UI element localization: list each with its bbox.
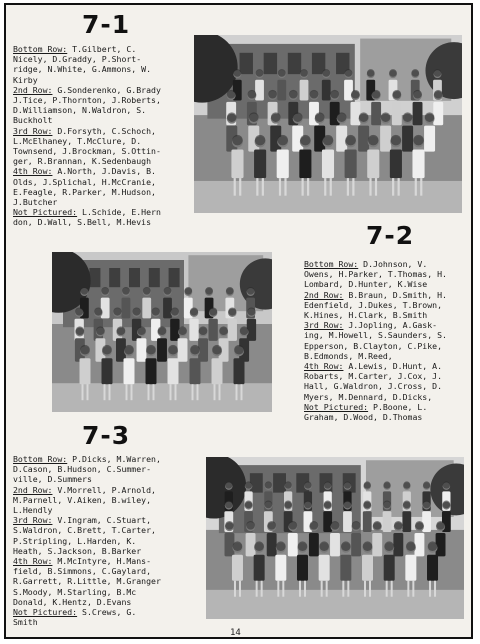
- class-photo-7-1: [194, 35, 462, 213]
- caption-line: [13, 607, 161, 617]
- caption-line: [13, 515, 161, 525]
- caption-line: [13, 546, 161, 556]
- row-label: 4th Row:: [304, 361, 344, 372]
- row-label: Not Pictured:: [13, 207, 78, 218]
- caption-line: [304, 259, 447, 269]
- caption-line: [304, 361, 447, 371]
- row-label: Not Pictured:: [304, 401, 369, 412]
- student-names: Heath, S.Jackson, B.Barker: [13, 545, 142, 556]
- student-names: B.Edmonds, M.Reed,: [304, 350, 393, 361]
- student-names: P.Stripling, L.Harden, K.: [13, 535, 137, 546]
- caption-line: [13, 556, 161, 566]
- class-title-7-2: 7-2: [366, 221, 415, 250]
- row-label: 3rd Row:: [13, 125, 53, 136]
- student-names: field, B.Simmons, C.Gaylard,: [13, 566, 152, 577]
- caption-line: [13, 54, 161, 64]
- caption-line: [13, 525, 161, 535]
- student-names: ridge, N.White, G.Ammons, W.: [13, 64, 152, 75]
- row-label: Bottom Row:: [13, 454, 68, 464]
- student-names: S.Moody, M.Starling, B.Mc: [13, 586, 137, 597]
- caption-line: [304, 381, 447, 391]
- caption-line: [13, 44, 161, 54]
- caption-line: [304, 330, 447, 340]
- row-label: Bottom Row:: [13, 44, 68, 54]
- caption-line: [304, 351, 447, 361]
- student-names: Olds, J.Splichal, H.McCranie,: [13, 176, 156, 187]
- caption-line: [304, 371, 447, 381]
- student-names: ger, R.Brannan, K.Sedenbaugh: [13, 156, 152, 167]
- student-names: T.Gilbert, C.: [67, 44, 137, 54]
- caption-line: [13, 95, 161, 105]
- caption-line: [304, 392, 447, 402]
- caption-line: [13, 485, 161, 495]
- student-names: ing, M.Howell, S.Saunders, S.: [304, 330, 447, 341]
- caption-line: [13, 85, 161, 95]
- caption-line: [13, 454, 161, 464]
- student-names: D.Forsyth, C.Schoch,: [52, 125, 156, 136]
- caption-line: [304, 290, 447, 300]
- row-label: 4th Row:: [13, 166, 53, 177]
- student-names: D.Johnson, V.: [358, 259, 428, 269]
- caption-line: [304, 412, 447, 422]
- student-names: L.McElhaney, T.McClure, D.: [13, 135, 142, 146]
- student-names: Smith: [13, 617, 38, 628]
- caption-line: [13, 156, 161, 166]
- student-names: Townsend, J.Brockman, S.Ottin-: [13, 146, 161, 157]
- student-names: L.Hendly: [13, 505, 53, 516]
- caption-7-2: [304, 259, 447, 422]
- class-title-7-3: 7-3: [82, 421, 131, 450]
- student-names: Lombard, D.Hunter, K.Wise: [304, 279, 428, 290]
- class-title-7-1: 7-1: [82, 10, 131, 39]
- student-names: J.Butcher: [13, 197, 58, 208]
- row-label: 2nd Row:: [304, 289, 344, 300]
- student-names: don, D.Wall, S.Bell, M.Hevis: [13, 217, 152, 228]
- caption-line: [13, 474, 161, 484]
- caption-line: [13, 617, 161, 627]
- student-names: V.Morrell, P.Arnold,: [52, 484, 156, 495]
- student-names: P.Dicks, M.Warren,: [67, 454, 161, 464]
- student-names: J.Jopling, A.Gask-: [343, 320, 438, 331]
- student-names: V.Ingram, C.Stuart,: [52, 515, 152, 526]
- student-names: Hall, G.Waldron, J.Cross, D.: [304, 381, 443, 392]
- student-names: A.Lewis, D.Hunt, A.: [343, 361, 443, 372]
- row-label: 2nd Row:: [13, 84, 53, 95]
- caption-line: [13, 64, 161, 74]
- caption-line: [13, 587, 161, 597]
- student-names: Donald, K.Hentz, D.Evans: [13, 596, 132, 607]
- student-names: S.Crews, G.: [77, 607, 137, 618]
- student-names: Graham, D.Wood, D.Thomas: [304, 412, 423, 423]
- student-names: M.Parnell, V.Aiken, B.wiley,: [13, 494, 152, 505]
- row-label: 3rd Row:: [304, 320, 344, 331]
- caption-line: [13, 464, 161, 474]
- student-names: D.Cason, B.Hudson, C.Summer-: [13, 464, 152, 475]
- caption-7-3: [13, 454, 161, 627]
- class-photo-7-2: [52, 252, 272, 412]
- caption-line: [304, 341, 447, 351]
- student-names: Robarts, M.Carter, J.Cox, J.: [304, 371, 443, 382]
- student-names: R.Garrett, R.Little, M.Granger: [13, 576, 161, 587]
- caption-line: [13, 177, 161, 187]
- caption-line: [13, 207, 161, 217]
- caption-line: [13, 166, 161, 176]
- student-names: B.Braun, D.Smith, H.: [343, 289, 447, 300]
- student-names: G.Sonderenko, G.Brady: [52, 84, 161, 95]
- caption-line: [13, 505, 161, 515]
- caption-line: [304, 402, 447, 412]
- student-names: M.McIntyre, H.Mans-: [52, 556, 152, 567]
- caption-line: [13, 495, 161, 505]
- row-label: Bottom Row:: [304, 259, 359, 269]
- student-names: ville, D.Summers: [13, 474, 92, 485]
- caption-line: [13, 217, 161, 227]
- student-names: S.Waldron, C.Brett, T.Carter,: [13, 525, 156, 536]
- student-names: Nicely, D.Graddy, P.Short-: [13, 54, 142, 65]
- row-label: 2nd Row:: [13, 484, 53, 495]
- caption-line: [13, 115, 161, 125]
- caption-line: [13, 536, 161, 546]
- caption-line: [13, 597, 161, 607]
- student-names: K.Hines, H.Clark, B.Smith: [304, 310, 428, 321]
- caption-line: [13, 105, 161, 115]
- yearbook-page: [4, 3, 473, 639]
- caption-line: [13, 576, 161, 586]
- student-names: Epperson, B.Clayton, C.Pike,: [304, 340, 443, 351]
- caption-line: [13, 136, 161, 146]
- student-names: Buckholt: [13, 115, 53, 126]
- caption-7-1: [13, 44, 161, 228]
- class-photo-7-3: [206, 457, 464, 619]
- caption-line: [13, 75, 161, 85]
- row-label: Not Pictured:: [13, 607, 78, 618]
- student-names: A.North, J.Davis, B.: [52, 166, 156, 177]
- student-names: P.Boone, L.: [368, 401, 428, 412]
- page-number: 14: [230, 628, 241, 638]
- student-names: E.Feagle, R.Parker, M.Hudson,: [13, 186, 156, 197]
- student-names: Owens, H.Parker, T.Thomas, H.: [304, 269, 447, 280]
- caption-line: [13, 187, 161, 197]
- caption-line: [13, 146, 161, 156]
- caption-line: [13, 197, 161, 207]
- student-names: L.Schide, E.Hern: [77, 207, 161, 218]
- row-label: 4th Row:: [13, 556, 53, 567]
- caption-line: [304, 269, 447, 279]
- caption-line: [304, 300, 447, 310]
- caption-line: [13, 126, 161, 136]
- caption-line: [304, 310, 447, 320]
- student-names: Edenfield, J.Dukes, T.Brown,: [304, 299, 443, 310]
- row-label: 3rd Row:: [13, 515, 53, 526]
- student-names: J.Tice, P.Thornton, J.Roberts,: [13, 95, 161, 106]
- caption-line: [304, 320, 447, 330]
- caption-line: [304, 279, 447, 289]
- student-names: Kirby: [13, 74, 38, 85]
- caption-line: [13, 566, 161, 576]
- student-names: Myers, M.Dennard, D.Dicks,: [304, 391, 433, 402]
- student-names: D.Williamson, N.Waldron, S.: [13, 105, 147, 116]
